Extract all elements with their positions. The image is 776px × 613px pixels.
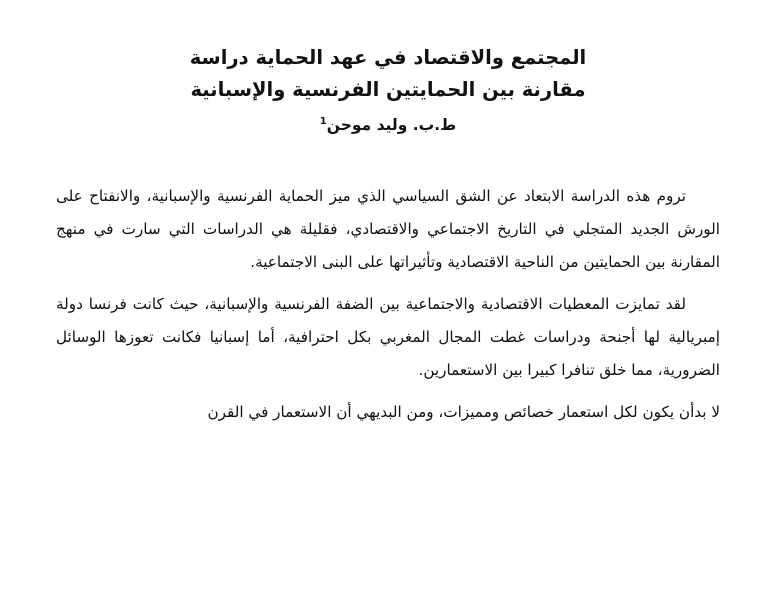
author-name: ط.ب. وليد موحن: [326, 116, 457, 135]
body-paragraph-3: لا بدأن يكون لكل استعمار خصائص ومميزات، ومن البديهي أن الاستعمار في القرن: [207, 403, 720, 422]
document-title: [0, 42, 776, 105]
author-byline: [0, 116, 776, 134]
body-paragraph-2: لقد تمايزت المعطيات الاقتصادية والاجتماعية بين الضفة الفرنسية والإسبانية، حيث كانت فرنسا دولة إمبريالية لها أجنحة ودراسات غطت المجال المغربي بكل احترافية، أما إسبانيا فكانت تعوزها الوسائل الضرورية، مما خلق تنافرا كبيرا بين الاستعمارين.: [56, 295, 720, 379]
body-paragraph-1: تروم هذه الدراسة الابتعاد عن الشق السياسي الذي ميز الحماية الفرنسية والإسبانية، والانفتاح على الورش الجديد المتجلي في التاريخ الاجتماعي والاقتصادي، فقليلة هي الدراسات التي سارت في منهج المقارنة بين الحمايتين من الناحية الاقتصادية وتأثيراتها على البنى الاجتماعية.: [56, 187, 720, 271]
author-footnote-marker: 1: [319, 116, 327, 128]
document-body: [0, 180, 776, 429]
title-line-1: المجتمع والاقتصاد في عهد الحماية دراسة: [189, 46, 587, 69]
document-page: [0, 42, 776, 613]
title-line-2: مقارنة بين الحمايتين الفرنسية والإسبانية: [190, 77, 586, 101]
